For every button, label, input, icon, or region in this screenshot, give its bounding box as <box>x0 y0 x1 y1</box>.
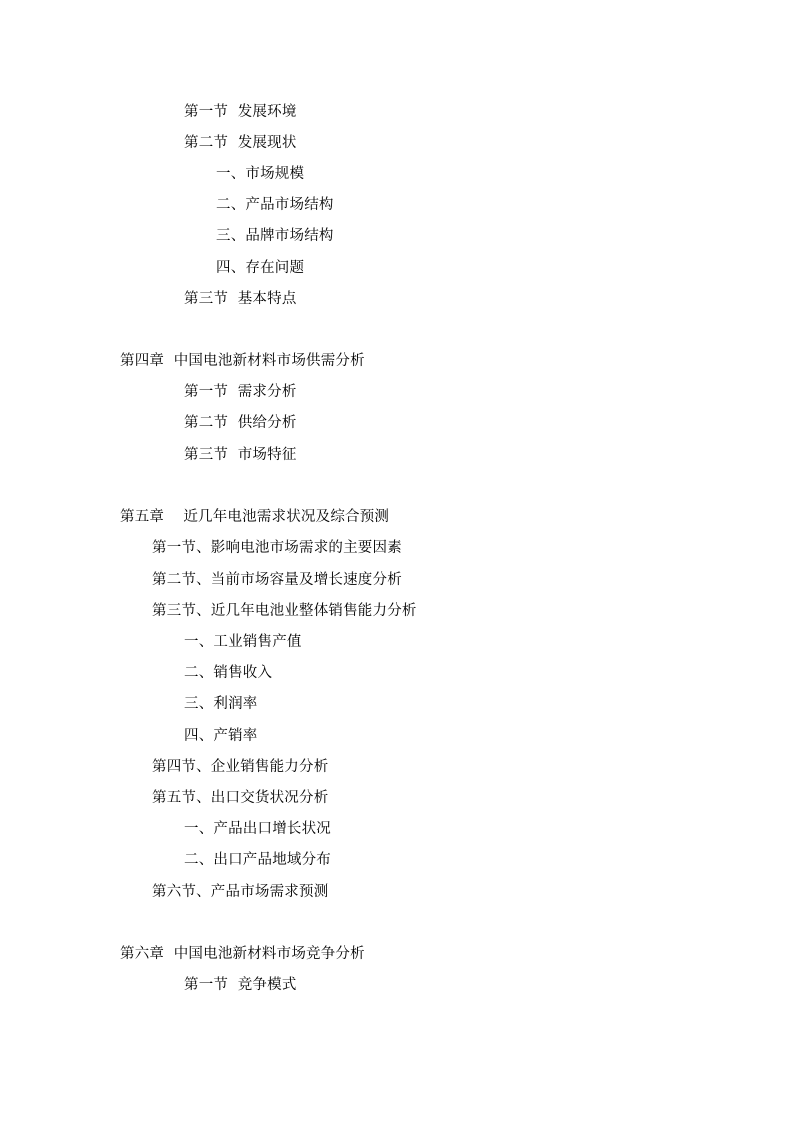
toc-item-5-3-3: 三、利润率 <box>184 696 258 712</box>
toc-chapter-4: 第四章 中国电池新材料市场供需分析 <box>120 353 365 369</box>
toc-section-5-4: 第四节、企业销售能力分析 <box>152 759 329 775</box>
toc-item-5-3-1: 一、工业销售产值 <box>184 634 302 650</box>
toc-section-4-1: 第一节 需求分析 <box>184 384 297 400</box>
toc-section-4-2: 第二节 供给分析 <box>184 415 297 431</box>
toc-item-3-2-4: 四、存在问题 <box>216 260 305 276</box>
toc-section-5-1: 第一节、影响电池市场需求的主要因素 <box>152 540 402 556</box>
toc-item-5-5-1: 一、产品出口增长状况 <box>184 821 331 837</box>
toc-item-3-2-2: 二、产品市场结构 <box>216 197 334 213</box>
toc-section-3-3: 第三节 基本特点 <box>184 291 297 307</box>
toc-section-4-3: 第三节 市场特征 <box>184 447 297 463</box>
toc-item-3-2-1: 一、市场规模 <box>216 166 305 182</box>
toc-chapter-5: 第五章 近几年电池需求状况及综合预测 <box>120 509 390 525</box>
toc-section-6-1: 第一节 竞争模式 <box>184 977 297 993</box>
toc-section-5-2: 第二节、当前市场容量及增长速度分析 <box>152 572 402 588</box>
toc-section-3-1: 第一节 发展环境 <box>184 104 297 120</box>
toc-item-5-3-4: 四、产销率 <box>184 728 258 744</box>
toc-section-5-3: 第三节、近几年电池业整体销售能力分析 <box>152 603 417 619</box>
toc-chapter-6: 第六章 中国电池新材料市场竞争分析 <box>120 946 365 962</box>
toc-section-5-5: 第五节、出口交货状况分析 <box>152 790 329 806</box>
toc-item-5-5-2: 二、出口产品地域分布 <box>184 852 331 868</box>
toc-item-3-2-3: 三、品牌市场结构 <box>216 228 334 244</box>
toc-section-5-6: 第六节、产品市场需求预测 <box>152 884 329 900</box>
toc-item-5-3-2: 二、销售收入 <box>184 665 273 681</box>
toc-section-3-2: 第二节 发展现状 <box>184 135 297 151</box>
